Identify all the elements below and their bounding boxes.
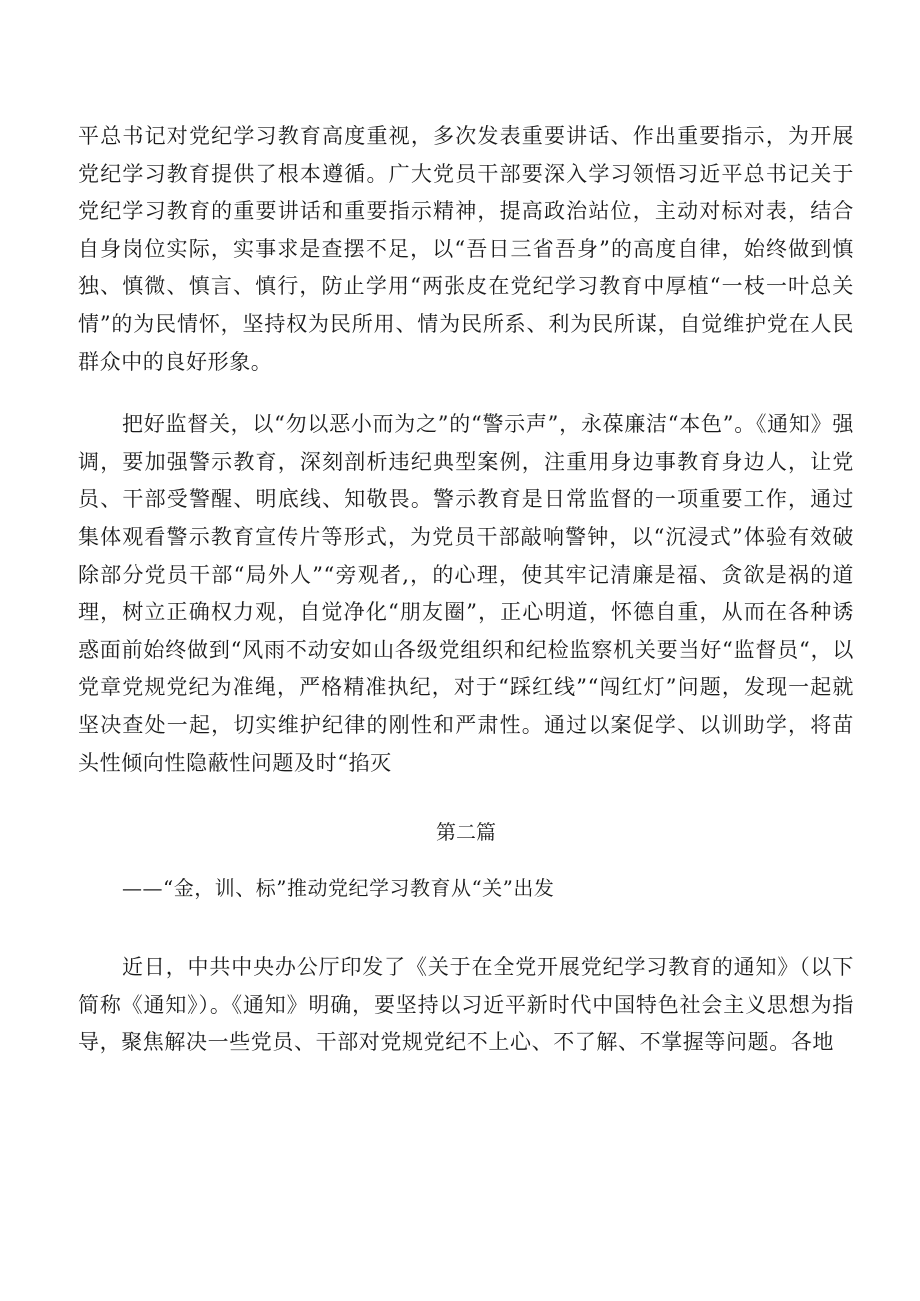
document-page xyxy=(78,118,854,1062)
body-paragraph-3: 近日，中共中央办公厅印发了《关于在全党开展党纪学习教育的通知》（以下简称《通知》）。《通知》明确，要坚持以习近平新时代中国特色社会主义思想为指导，聚焦解决一些党员、干部对党规党纪不上心、不了解、不掌握等问题。各地 xyxy=(78,955,854,1055)
section-heading: 第二篇 xyxy=(436,820,496,845)
section-subtitle: ——“金，训、标”推动党纪学习教育从“关”出发 xyxy=(122,876,555,901)
body-paragraph-1: 平总书记对党纪学习教育高度重视，多次发表重要讲话、作出重要指示，为开展党纪学习教育提供了根本遵循。广大党员干部要深入学习领悟习近平总书记关于党纪学习教育的重要讲话和重要指示精神，提高政治站位，主动对标对表，结合自身岗位实际，实事求是查摆不足，以“吾日三省吾身”的高度自律，始终做到慎独、慎微、慎言、慎行，防止学用“两张皮在党纪学习教育中厚植“一枝一叶总关情”的为民情怀，坚持权为民所用、情为民所系、利为民所谋，自觉维护党在人民群众中的良好形象。 xyxy=(78,124,854,374)
body-paragraph-2: 把好监督关，以“勿以恶小而为之”的“警示声”，永葆廉洁“本色”。《通知》强调，要加强警示教育，深刻剖析违纪典型案例，注重用身边事教育身边人，让党员、干部受警醒、明底线、知敬畏。警示教育是日常监督的一项重要工作，通过集体观看警示教育宣传片等形式，为党员干部敲响警钟，以“沉浸式”体验有效破除部分党员干部“局外人”“旁观者,，的心理，使其牢记清廉是福、贪欲是祸的道理，树立正确权力观，自觉净化“朋友圈”，正心明道，怀德自重，从而在各种诱惑面前始终做到“风雨不动安如山各级党组织和纪检监察机关要当好“监督员“，以党章党规党纪为准绳，严格精准执纪，对于“踩红线”“闯红灯”问题，发现一起就坚决查处一起，切实维护纪律的刚性和严肃性。通过以案促学、以训助学，将苗头性倾向性隐蔽性问题及时“掐灭 xyxy=(78,412,854,775)
